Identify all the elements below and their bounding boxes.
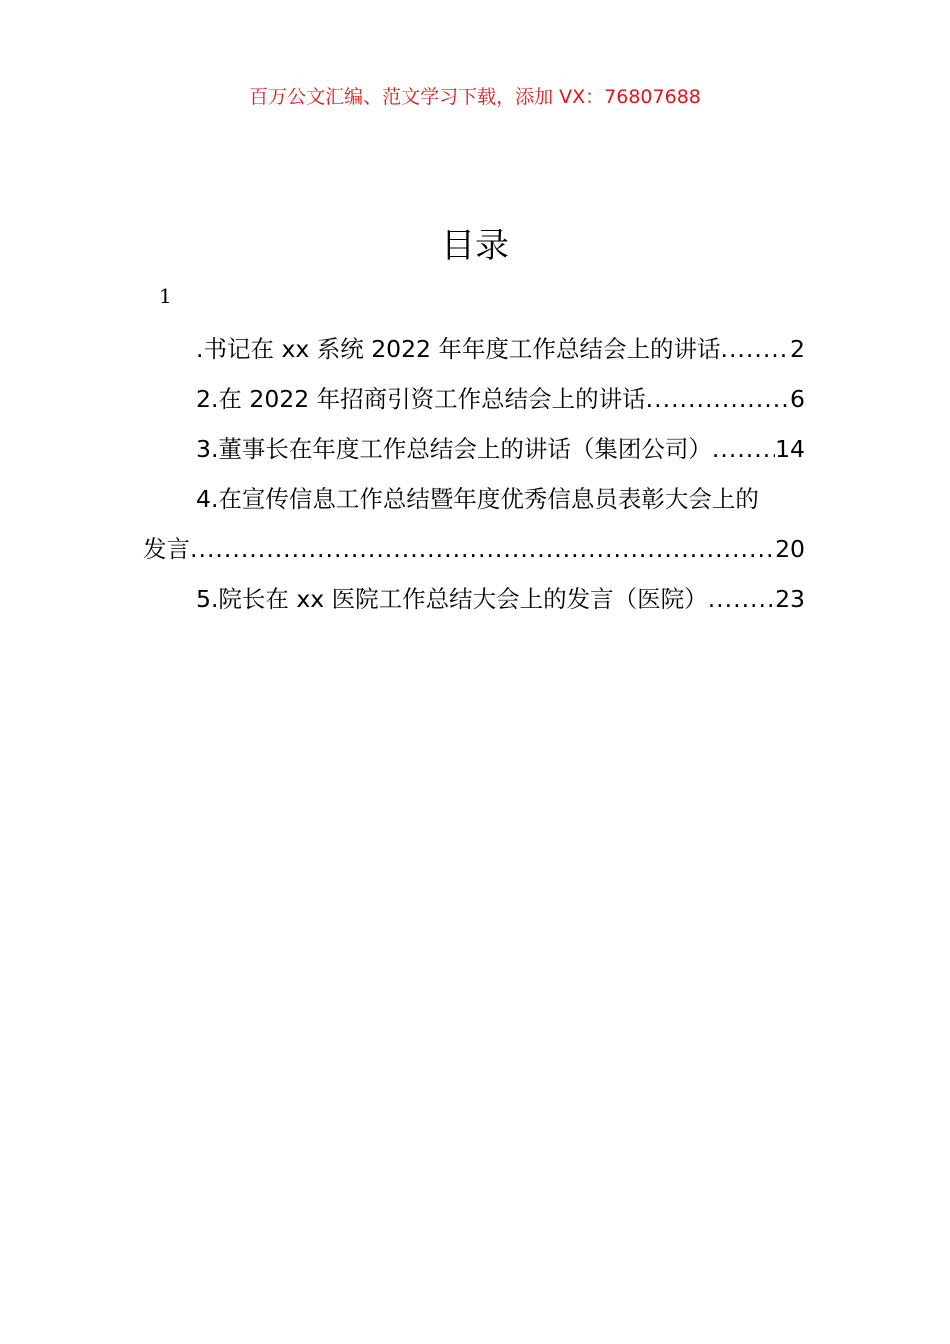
toc-entry-text: 发言 [143, 535, 190, 563]
toc-entry-4[interactable] [143, 474, 805, 524]
toc-leader [720, 324, 790, 374]
toc-page-number: 14 [775, 435, 805, 463]
toc-entry-1[interactable] [143, 324, 805, 374]
toc-page-number: 20 [775, 535, 805, 563]
toc-entry-4-continuation[interactable] [143, 524, 805, 574]
toc-leader [712, 424, 775, 474]
toc-entry-text: 5.院长在 xx 医院工作总结大会上的发言（医院） [196, 585, 708, 613]
toc-page-number: 2 [790, 335, 805, 363]
page-title: 目录 [441, 226, 509, 266]
toc-entry-5[interactable] [143, 574, 805, 624]
toc-page-number: 6 [790, 385, 805, 413]
stray-number: 1 [159, 284, 172, 308]
toc-page-number: 23 [775, 585, 805, 613]
toc-entry-text: 3.董事长在年度工作总结会上的讲话（集团公司） [196, 435, 712, 463]
table-of-contents [143, 324, 805, 624]
toc-leader [190, 524, 775, 574]
toc-entry-text: 4.在宣传信息工作总结暨年度优秀信息员表彰大会上的 [196, 485, 759, 513]
toc-leader [708, 574, 775, 624]
toc-leader [646, 374, 790, 424]
header-note: 百万公文汇编、范文学习下载，添加 VX：76807688 [249, 86, 701, 108]
toc-entry-text: 2.在 2022 年招商引资工作总结会上的讲话 [196, 385, 646, 413]
toc-entry-2[interactable] [143, 374, 805, 424]
toc-entry-text: .书记在 xx 系统 2022 年年度工作总结会上的讲话 [196, 335, 721, 363]
toc-entry-3[interactable] [143, 424, 805, 474]
